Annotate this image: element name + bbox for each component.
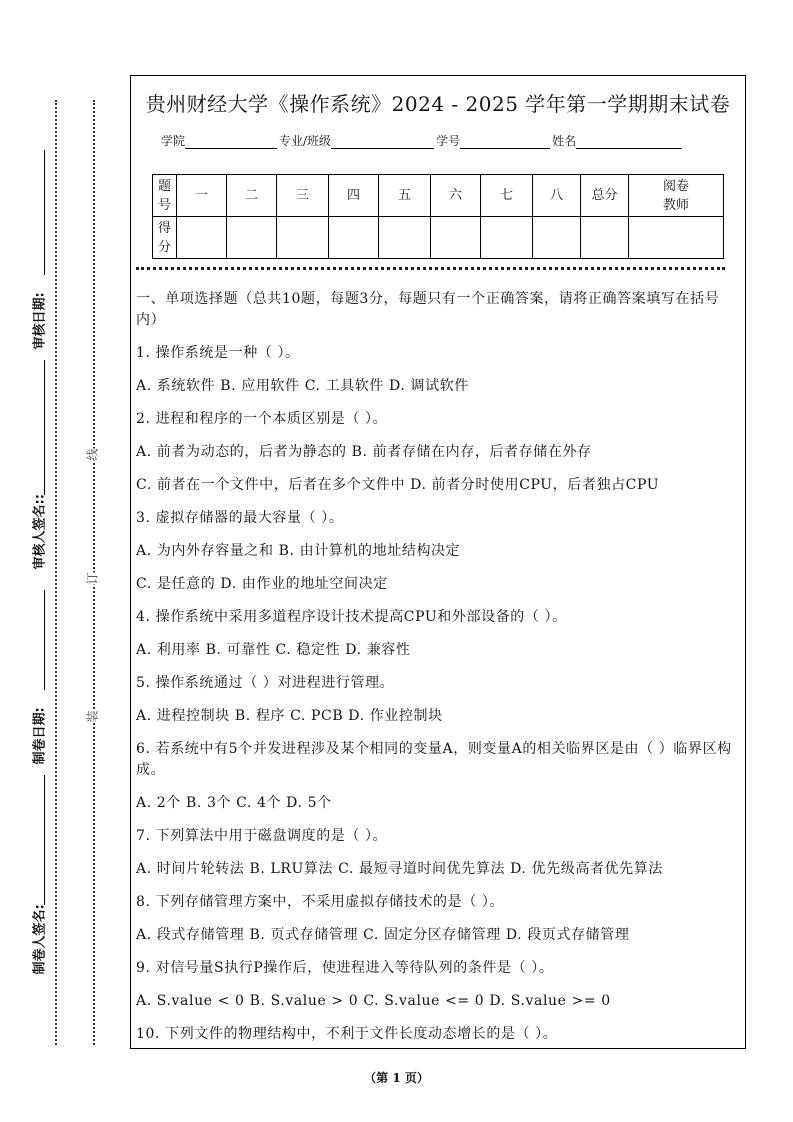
question-text: 10. 下列文件的物理结构中，不利于文件长度动态增长的是（ ）。 (136, 1026, 558, 1042)
question-text: 4. 操作系统中采用多道程序设计技术提高CPU和外部设备的（ ）。 (136, 609, 567, 625)
question-text: 7. 下列算法中用于磁盘调度的是（ ）。 (136, 828, 388, 844)
score-table (152, 174, 724, 259)
question-options: A. S.value < 0 B. S.value > 0 C. S.value <= 0 D. S.value >= 0 (136, 993, 611, 1009)
review-date-label: 审核日期: (32, 292, 48, 350)
outer-dotted-line (55, 100, 57, 1045)
header-cell: 七 (481, 175, 533, 217)
score-cell[interactable] (177, 217, 227, 259)
paper-author-signature-label: 制卷人签名: (32, 904, 48, 975)
binding-mark-line: 线 (85, 448, 100, 461)
question-options: A. 为内外存容量之和 B. 由计算机的地址结构决定 (136, 543, 461, 559)
score-cell[interactable] (629, 217, 724, 259)
header-cell: 五 (379, 175, 431, 217)
college-label: 学院 (161, 134, 186, 148)
name-field[interactable] (576, 137, 682, 149)
signature-line (44, 590, 45, 690)
signature-line (44, 150, 45, 275)
question-text: 6. 若系统中有5个并发进程涉及某个相同的变量A，则变量A的相关临界区是由（ ）临界区构成。 (136, 741, 732, 778)
question-text: 1. 操作系统是一种（ ）。 (136, 345, 300, 361)
header-cell: 三 (277, 175, 329, 217)
name-label: 姓名 (552, 134, 577, 148)
question-options: A. 段式存储管理 B. 页式存储管理 C. 固定分区存储管理 D. 段页式存储管理 (136, 927, 630, 943)
question-text: 9. 对信号量S执行P操作后，使进程进入等待队列的条件是（ ）。 (136, 960, 554, 976)
header-cell: 二 (227, 175, 277, 217)
score-label: 得分 (153, 217, 177, 259)
binding-mark-bind: 订 (85, 572, 100, 585)
score-cell[interactable] (379, 217, 431, 259)
table-row (153, 175, 724, 217)
question-options: A. 前者为动态的，后者为静态的 B. 前者存储在内存，后者存储在外存 (136, 444, 592, 460)
score-cell[interactable] (277, 217, 329, 259)
college-field[interactable] (185, 137, 277, 149)
score-cell[interactable] (581, 217, 629, 259)
reviewer-signature-label: 审核人签名:: (32, 494, 48, 570)
student-info (161, 132, 684, 149)
question-options: C. 前者在一个文件中，后者在多个文件中 D. 前者分时使用CPU，后者独占CPU (136, 477, 660, 493)
signature-line (44, 775, 45, 905)
score-cell[interactable] (481, 217, 533, 259)
score-cell[interactable] (227, 217, 277, 259)
student-id-field[interactable] (460, 137, 550, 149)
header-cell: 八 (533, 175, 581, 217)
score-cell[interactable] (431, 217, 481, 259)
student-id-label: 学号 (436, 134, 461, 148)
score-cell[interactable] (329, 217, 379, 259)
binding-mark-staple: 装 (85, 710, 100, 723)
major-label: 专业/班级 (279, 134, 332, 148)
header-cell: 阅卷教师 (629, 175, 724, 217)
question-options: A. 系统软件 B. 应用软件 C. 工具软件 D. 调试软件 (136, 378, 469, 394)
header-cell: 六 (431, 175, 481, 217)
dotted-divider (136, 267, 725, 270)
major-field[interactable] (331, 137, 434, 149)
header-cell: 四 (329, 175, 379, 217)
exam-title: 贵州财经大学《操作系统》2024 - 2025 学年第一学期期末试卷 (145, 92, 731, 116)
question-options: A. 时间片轮转法 B. LRU算法 C. 最短寻道时间优先算法 D. 优先级高者优先算法 (136, 861, 663, 877)
header-cell: 一 (177, 175, 227, 217)
question-text: 5. 操作系统通过（ ）对进程进行管理。 (136, 675, 395, 691)
header-cell: 题号 (153, 175, 177, 217)
question-text: 8. 下列存储管理方案中，不采用虚拟存储技术的是（ ）。 (136, 894, 505, 910)
question-text: 3. 虚拟存储器的最大容量（ ）。 (136, 510, 344, 526)
page-number: （第 1 页） (364, 1071, 429, 1085)
table-row (153, 217, 724, 259)
paper-date-label: 制卷日期: (32, 707, 48, 765)
question-options: A. 2个 B. 3个 C. 4个 D. 5个 (136, 795, 332, 811)
signature-line (44, 360, 45, 495)
question-text: 2. 进程和程序的一个本质区别是（ ）。 (136, 411, 388, 427)
exam-frame (130, 75, 746, 1049)
question-options: A. 利用率 B. 可靠性 C. 稳定性 D. 兼容性 (136, 642, 411, 658)
score-cell[interactable] (533, 217, 581, 259)
header-cell: 总分 (581, 175, 629, 217)
section-heading: 一、单项选择题（总共10题，每题3分，每题只有一个正确答案，请将正确答案填写在括号内） (136, 291, 720, 328)
questions (136, 289, 741, 1057)
question-options: C. 是任意的 D. 由作业的地址空间决定 (136, 576, 388, 592)
question-options: A. 进程控制块 B. 程序 C. PCB D. 作业控制块 (136, 708, 443, 724)
